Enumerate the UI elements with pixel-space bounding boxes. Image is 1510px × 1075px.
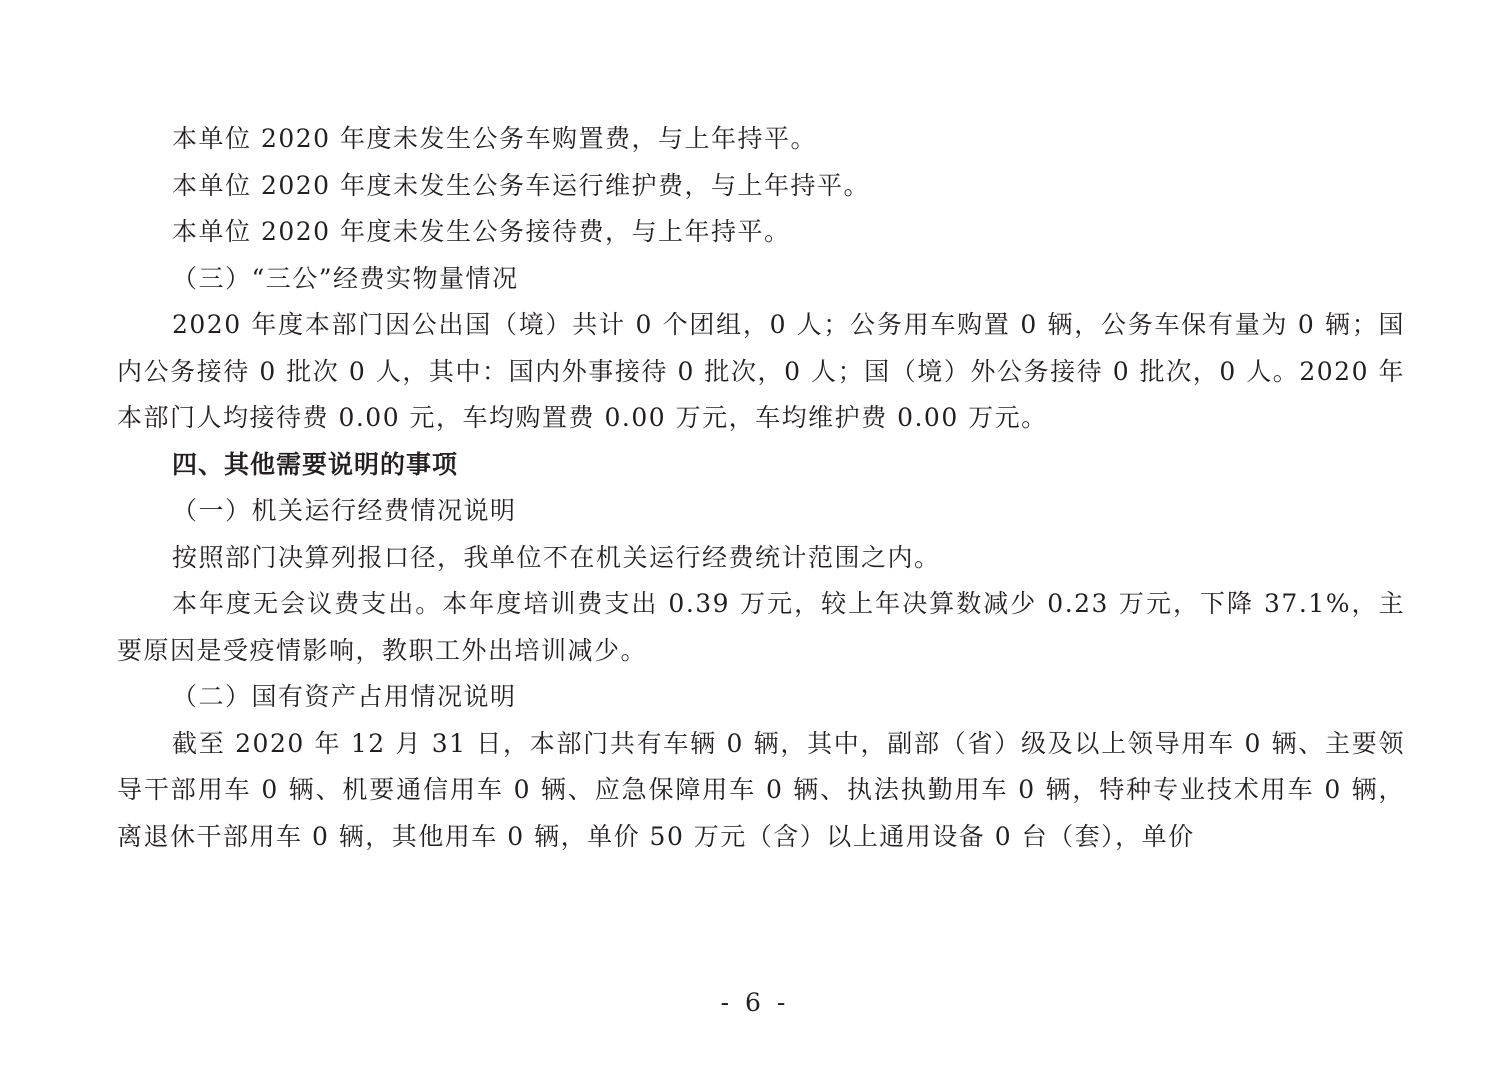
paragraph-reception: 本单位 2020 年度未发生公务接待费，与上年持平。: [172, 217, 791, 246]
paragraph-state-assets: 截至 2020 年 12 月 31 日，本部门共有车辆 0 辆，其中，副部（省）级及以上领导用车 0 辆、主要领导干部用车 0 辆、机要通信用车 0 辆、应急保障用车 0 辆、执法执勤用车 0 辆，特种专业技术用车 0 辆，离退休干部用车 0 辆，其他用车 0 辆，单价 50 万元（含）以上通用设备 0 台（套），单价: [117, 728, 1405, 851]
section-heading-other-matters: 四、其他需要说明的事项: [172, 449, 459, 479]
document-body: [117, 116, 1405, 860]
subsection-heading-state-assets: （二）国有资产占用情况说明: [172, 682, 517, 711]
paragraph-meeting-training-fees: 本年度无会议费支出。本年度培训费支出 0.39 万元，较上年决算数减少 0.23 万元，下降 37.1%，主要原因是受疫情影响，教职工外出培训减少。: [117, 589, 1405, 665]
subsection-heading-operating-expenses: （一）机关运行经费情况说明: [172, 496, 517, 525]
page-number: - 6 -: [720, 988, 790, 1017]
paragraph-operating-expenses: 按照部门决算列报口径，我单位不在机关运行经费统计范围之内。: [172, 542, 941, 572]
paragraph-car-maintenance: 本单位 2020 年度未发生公务车运行维护费，与上年持平。: [172, 170, 871, 200]
section-heading-three-public-quantity: （三）“三公”经费实物量情况: [172, 263, 519, 293]
paragraph-three-public-quantity: 2020 年度本部门因公出国（境）共计 0 个团组，0 人；公务用车购置 0 辆，公务车保有量为 0 辆；国内公务接待 0 批次 0 人，其中：国内外事接待 0 批次，0 人；国（境）外公务接待 0 批次，0 人。2020 年本部门人均接待费 0.00 元，车均购置费 0.00 万元，车均维护费 0.00 万元。: [117, 310, 1405, 432]
paragraph-car-purchase: 本单位 2020 年度未发生公务车购置费，与上年持平。: [172, 124, 818, 153]
